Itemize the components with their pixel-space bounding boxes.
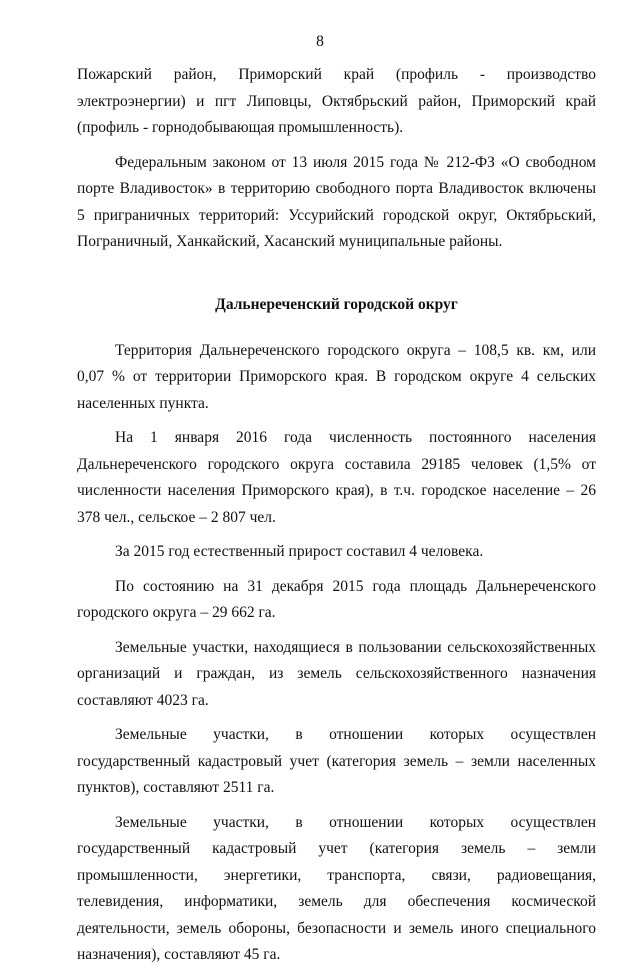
section-heading: Дальнереченский городской округ [215,295,458,313]
paragraph-population: На 1 января 2016 года численность постоянного населения Дальнереченского городского округа составила 29185 человек (1,5% от численности населения Приморского края), в т.ч. городское население – 26 378 чел., сельское – 2 807 чел. [77,429,596,526]
paragraph-territory: Территория Дальнереченского городского округа – 108,5 кв. км, или 0,07 % от территории Приморского края. В городском округе 4 сельских населенных пункта. [77,341,596,412]
paragraph-federal-law: Федеральным законом от 13 июля 2015 года № 212-ФЗ «О свободном порте Владивосток» в территорию свободного порта Владивосток включены 5 приграничных территорий: Уссурийский городской округ, Октябрьский, Пограничный, Ханкайский, Хасанский муниципальные районы. [77,153,596,250]
document-body [77,62,596,977]
paragraph-industrial-land: Земельные участки, в отношении которых осуществлен государственный кадастровый учет (категория земель – земли промышленности, энергетики, транспорта, связи, радиовещания, телевидения, информатики, земель для обеспечения космической деятельности, земель обороны, безопасности и земель иного специального назначения), составляют 45 га. [77,813,596,963]
paragraph-agricultural-land: Земельные участки, находящиеся в пользовании сельскохозяйственных организаций и граждан, из земель сельскохозяйственного назначения составляют 4023 га. [77,638,596,709]
paragraph-natural-growth: За 2015 год естественный прирост составил 4 человека. [115,543,484,560]
paragraph-area: По состоянию на 31 декабря 2015 года площадь Дальнереченского городского округа – 29 662 га. [77,577,596,621]
paragraph-continuation: Пожарский район, Приморский край (профиль - производство электроэнергии) и пгт Липовцы, Октябрьский район, Приморский край (профиль - горнодобывающая промышленность). [77,66,596,136]
page-number: 8 [316,33,324,50]
paragraph-settlement-land: Земельные участки, в отношении которых осуществлен государственный кадастровый учет (категория земель – земли населенных пунктов), составляют 2511 га. [77,726,596,796]
